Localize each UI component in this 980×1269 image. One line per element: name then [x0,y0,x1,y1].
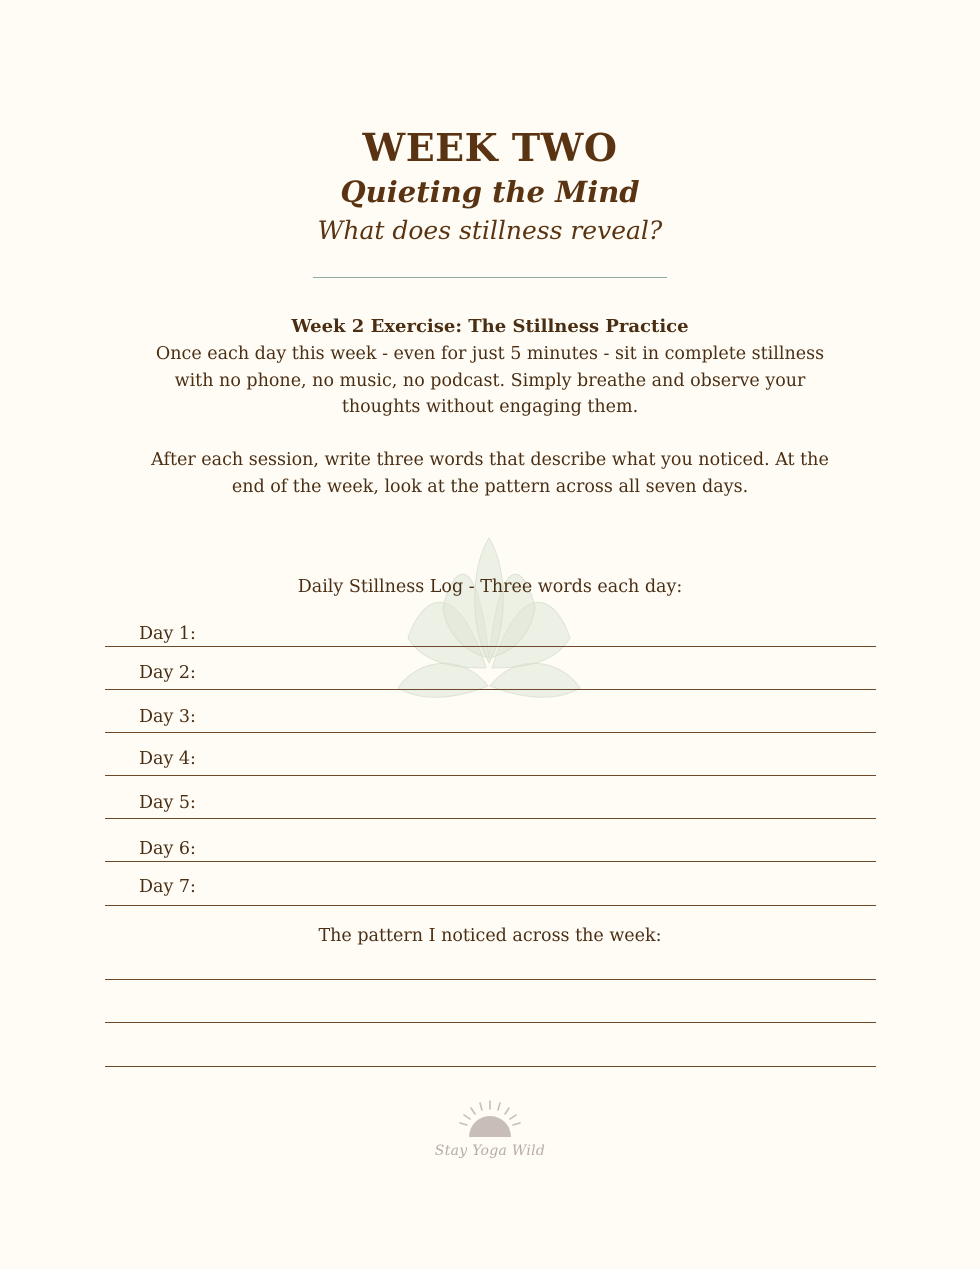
day-label: Day 3: [139,707,196,727]
day-label: Day 1: [139,624,196,644]
pattern-heading: The pattern I noticed across the week: [318,926,662,946]
day-label: Day 4: [139,749,196,769]
instruction-line: After each session, write three words that describe what you noticed. At the [151,450,829,470]
page-subtitle: Quieting the Mind [340,175,640,209]
instruction-line: thoughts without engaging them. [341,397,639,417]
lotus-watermark-icon [368,518,610,768]
pattern-write-line-2[interactable] [105,1022,876,1023]
day-1-write-line[interactable] [105,646,876,647]
pattern-write-line-3[interactable] [105,1066,876,1067]
day-7-write-line[interactable] [105,905,876,906]
day-4-write-line[interactable] [105,775,876,776]
day-2-write-line[interactable] [105,689,876,690]
day-label: Day 7: [139,877,196,897]
brand-logo-text: Stay Yoga Wild [434,1143,546,1159]
instruction-line: Once each day this week - even for just 5 minutes - sit in complete stillness [155,344,825,364]
page-tagline: What does stillness reveal? [317,216,663,245]
day-6-write-line[interactable] [105,861,876,862]
day-5-write-line[interactable] [105,818,876,819]
page-title: WEEK TWO [362,125,618,170]
instruction-line: with no phone, no music, no podcast. Simply breathe and observe your [174,370,806,391]
exercise-heading: Week 2 Exercise: The Stillness Practice [291,316,689,337]
exercise-followup [0,447,980,500]
instruction-line: end of the week, look at the pattern across all seven days. [231,476,749,497]
exercise-instructions [0,341,980,421]
day-label: Day 6: [139,839,196,859]
day-label: Day 5: [139,793,196,813]
day-label: Day 2: [139,663,196,683]
header-divider [313,277,667,278]
log-heading: Daily Stillness Log - Three words each day: [297,577,683,597]
day-3-write-line[interactable] [105,732,876,733]
pattern-write-line-1[interactable] [105,979,876,980]
